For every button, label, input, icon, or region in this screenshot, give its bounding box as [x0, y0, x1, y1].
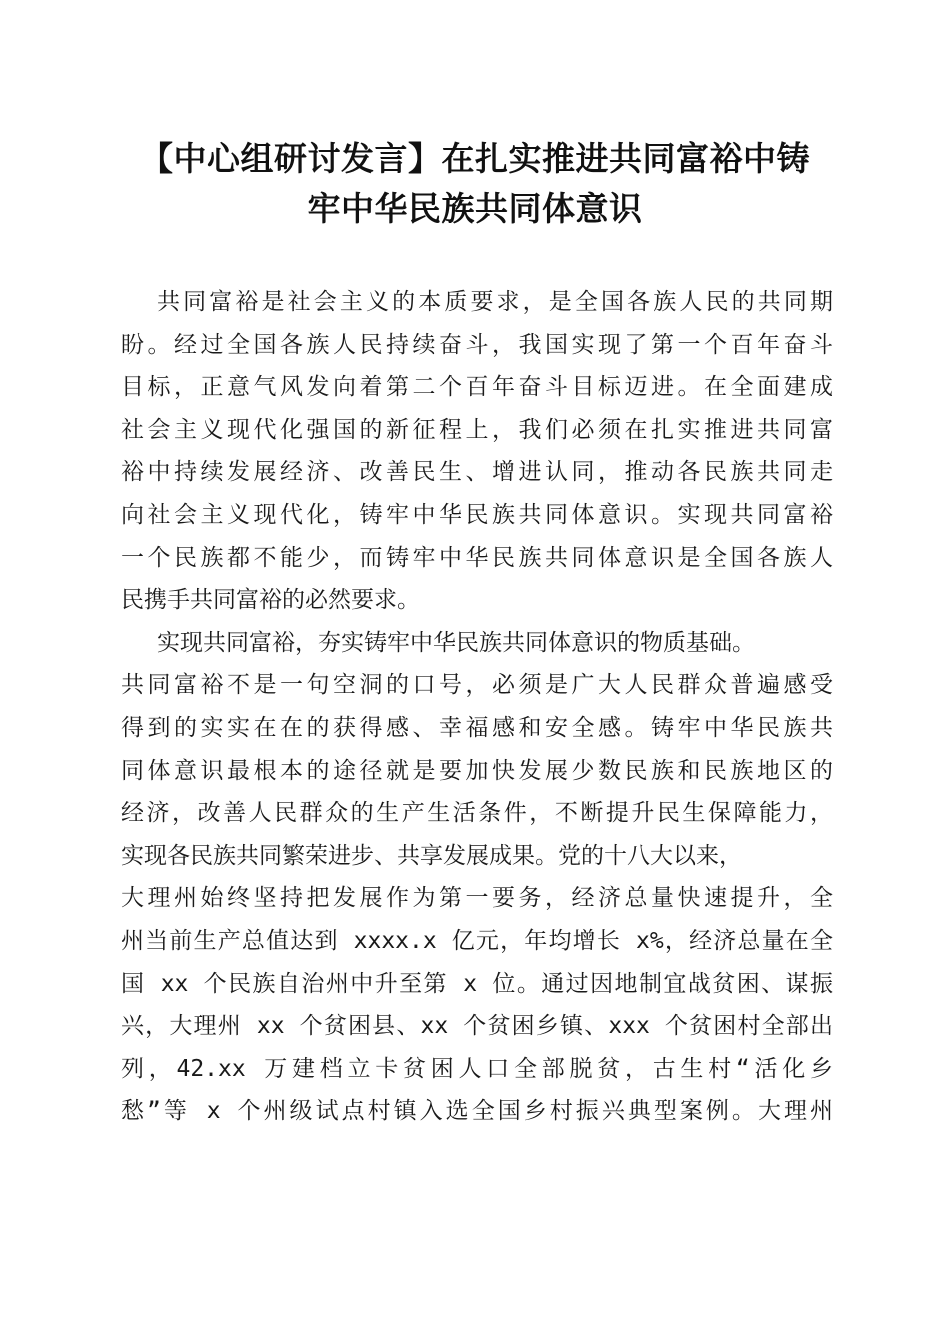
text-line: 实现共同富裕，夯实铸牢中华民族共同体意识的物质基础。 [157, 629, 755, 656]
text-line: 社会主义现代化强国的新征程上，我们必须在扎实推进共同富 [121, 416, 833, 443]
paragraph-2 [121, 622, 833, 1133]
text-line: 愁”等 x 个州级试点村镇入选全国乡村振兴典型案例。大理州 [121, 1098, 833, 1125]
title-line: 牢中华民族共同体意识 [307, 189, 643, 228]
text-line: 同体意识最根本的途径就是要加快发展少数民族和民族地区的 [121, 757, 833, 784]
text-line: 列，42.xx 万建档立卡贫困人口全部脱贫，古生村“活化乡 [121, 1055, 833, 1082]
text-line: 共同富裕是社会主义的本质要求，是全国各族人民的共同期 [157, 289, 833, 315]
document-title [100, 134, 850, 234]
text-line: 民携手共同富裕的必然要求。 [121, 587, 420, 614]
text-line: 向社会主义现代化，铸牢中华民族共同体意识。实现共同富裕 [121, 501, 833, 528]
title-line: 【中心组研讨发言】在扎实推进共同富裕中铸 [140, 139, 810, 178]
text-line: 州当前生产总值达到 xxxx.x 亿元，年均增长 x%，经济总量在全 [121, 927, 833, 954]
text-line: 国 xx 个民族自治州中升至第 x 位。通过因地制宜战贫困、谋振 [121, 970, 833, 997]
text-line: 共同富裕不是一句空洞的口号，必须是广大人民群众普遍感受 [121, 672, 833, 699]
text-line: 实现各民族共同繁荣进步、共享发展成果。党的十八大以来， [121, 842, 742, 869]
text-line: 裕中持续发展经济、改善民生、增进认同，推动各民族共同走 [121, 459, 833, 486]
text-line: 一个民族都不能少，而铸牢中华民族共同体意识是全国各族人 [121, 544, 833, 571]
text-line: 目标，正意气风发向着第二个百年奋斗目标迈进。在全面建成 [121, 374, 833, 401]
document-body [121, 281, 833, 1133]
text-line: 盼。经过全国各族人民持续奋斗，我国实现了第一个百年奋斗 [121, 331, 833, 358]
text-line: 兴，大理州 xx 个贫困县、xx 个贫困乡镇、xxx 个贫困村全部出 [121, 1013, 833, 1040]
text-line: 经济，改善人民群众的生产生活条件，不断提升民生保障能力， [121, 800, 833, 827]
text-line: 得到的实实在在的获得感、幸福感和安全感。铸牢中华民族共 [121, 714, 833, 741]
text-line: 大理州始终坚持把发展作为第一要务，经济总量快速提升，全 [121, 885, 833, 912]
paragraph-1 [121, 281, 833, 622]
